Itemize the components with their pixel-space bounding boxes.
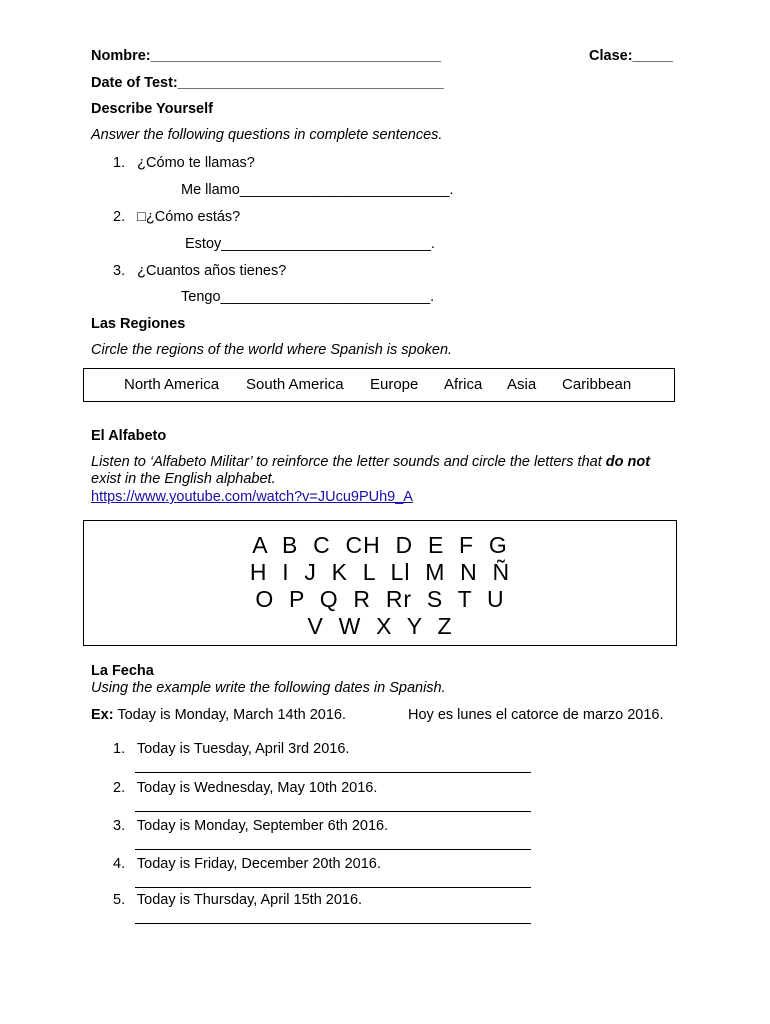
example-spanish: Hoy es lunes el catorce de marzo 2016. <box>408 707 664 723</box>
date-item-1: 1. Today is Tuesday, April 3rd 2016. <box>113 741 350 757</box>
regions-box <box>83 368 675 402</box>
answer-line-2[interactable] <box>135 811 531 812</box>
describe-title: Describe Yourself <box>91 101 213 117</box>
region-africa[interactable]: Africa <box>444 376 483 393</box>
regiones-title: Las Regiones <box>91 316 186 332</box>
example-english: Today is Monday, March 14th 2016. <box>113 707 346 723</box>
answer-1[interactable]: Me llamo__________________________. <box>181 182 454 198</box>
question-1: 1. ¿Cómo te llamas? <box>113 155 255 171</box>
region-caribbean[interactable]: Caribbean <box>562 376 632 393</box>
alphabet-row-4: V W X Y Z <box>307 613 453 639</box>
region-north-america[interactable]: North America <box>124 376 220 393</box>
date-item-3: 3. Today is Monday, September 6th 2016. <box>113 818 389 834</box>
region-asia[interactable]: Asia <box>507 376 537 393</box>
alfabeto-title: El Alfabeto <box>91 428 167 444</box>
region-europe[interactable]: Europe <box>370 376 419 393</box>
fecha-example <box>91 707 346 723</box>
date-item-4: 4. Today is Friday, December 20th 2016. <box>113 856 381 872</box>
fecha-instruction: Using the example write the following dates in Spanish. <box>91 680 446 696</box>
alfabeto-instruction <box>91 454 650 470</box>
alphabet-row-1: A B C CH D E F G <box>252 532 508 558</box>
answer-2[interactable]: Estoy__________________________. <box>185 236 435 252</box>
alphabet-row-3: O P Q R Rr S T U <box>255 586 505 612</box>
answer-line-3[interactable] <box>135 849 531 850</box>
fecha-title: La Fecha <box>91 663 154 679</box>
date-of-test-field[interactable]: Date of Test:_________________________________ <box>91 75 444 91</box>
date-item-2: 2. Today is Wednesday, May 10th 2016. <box>113 780 378 796</box>
alfabeto-instruction-b: exist in the English alphabet. <box>91 471 276 487</box>
example-label: Ex: <box>91 707 114 723</box>
youtube-link[interactable]: https://www.youtube.com/watch?v=JUcu9PUh9_A <box>91 489 413 505</box>
answer-line-1[interactable] <box>135 772 531 773</box>
date-item-5: 5. Today is Thursday, April 15th 2016. <box>113 892 363 908</box>
answer-line-5[interactable] <box>135 923 531 924</box>
region-south-america[interactable]: South America <box>246 376 344 393</box>
regiones-instruction: Circle the regions of the world where Spanish is spoken. <box>91 342 453 358</box>
question-2: 2. □¿Cómo estás? <box>113 209 241 225</box>
answer-line-4[interactable] <box>135 887 531 888</box>
alfabeto-instruction-a: Listen to ‘Alfabeto Militar’ to reinforce the letter sounds and circle the letters that <box>91 454 606 470</box>
alphabet-box <box>83 520 677 646</box>
alfabeto-instruction-bold: do not <box>605 454 651 470</box>
nombre-field[interactable]: Nombre:____________________________________ <box>91 48 441 64</box>
alphabet-row-2: H I J K L Ll M N Ñ <box>249 559 511 585</box>
question-3: 3. ¿Cuantos años tienes? <box>113 263 287 279</box>
answer-3[interactable]: Tengo__________________________. <box>181 289 435 305</box>
describe-instruction: Answer the following questions in complete sentences. <box>91 127 443 143</box>
clase-field[interactable]: Clase:_____ <box>589 48 673 64</box>
